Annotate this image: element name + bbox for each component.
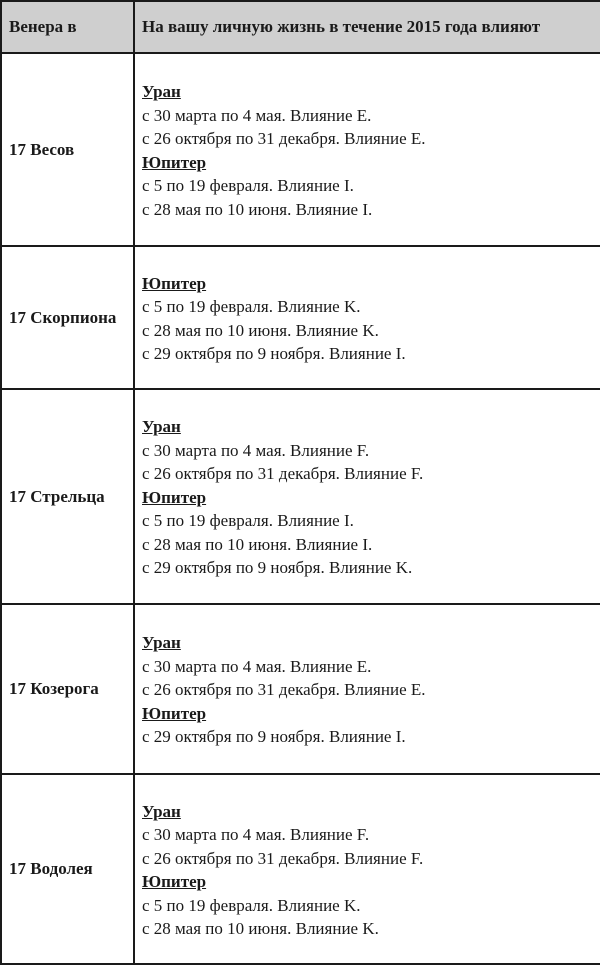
sign-cell: 17 Весов [1,53,134,246]
table-row [1,246,600,389]
period-line: с 5 по 19 февраля. Влияние K. [142,895,361,915]
events-cell [134,774,600,964]
planet-label: Юпитер [142,487,207,507]
period-line: с 30 марта по 4 мая. Влияние E. [142,656,372,676]
events-cell [134,53,600,246]
sign-cell: 17 Стрельца [1,389,134,604]
planet-label: Юпитер [142,703,207,723]
period-line: с 26 октября по 31 декабря. Влияние F. [142,848,424,868]
sign-cell: 17 Козерога [1,604,134,774]
period-line: с 30 марта по 4 мая. Влияние E. [142,105,372,125]
period-line: с 30 марта по 4 мая. Влияние F. [142,440,370,460]
events-cell [134,389,600,604]
events-cell [134,246,600,389]
planet-label: Уран [142,417,181,437]
planet-label: Уран [142,82,181,101]
period-line: с 29 октября по 9 ноября. Влияние I. [142,727,406,747]
period-line: с 28 мая по 10 июня. Влияние K. [142,320,379,340]
events-cell [134,604,600,774]
header-influences: На вашу личную жизнь в течение 2015 года влияют [134,1,600,53]
period-line: с 26 октября по 31 декабря. Влияние E. [142,129,426,148]
period-line: с 29 октября по 9 ноября. Влияние I. [142,344,406,363]
planet-label: Уран [142,633,181,653]
table-row [1,774,600,964]
header-venus-in: Венера в [1,1,134,53]
period-line: с 5 по 19 февраля. Влияние K. [142,297,361,316]
period-line: с 5 по 19 февраля. Влияние I. [142,511,354,531]
planet-label: Юпитер [142,152,207,172]
period-line: с 26 октября по 31 декабря. Влияние F. [142,464,424,484]
period-line: с 26 октября по 31 декабря. Влияние E. [142,680,426,700]
period-line: с 29 октября по 9 ноября. Влияние K. [142,558,413,578]
planet-label: Юпитер [142,273,207,293]
planet-label: Уран [142,801,181,821]
table-row [1,53,600,246]
period-line: с 28 мая по 10 июня. Влияние I. [142,534,373,554]
table-header-row [1,1,600,53]
table-row [1,389,600,604]
period-line: с 30 марта по 4 мая. Влияние F. [142,825,370,844]
period-line: с 28 мая по 10 июня. Влияние I. [142,199,373,219]
period-line: с 5 по 19 февраля. Влияние I. [142,176,354,195]
sign-cell: 17 Водолея [1,774,134,964]
table-row [1,604,600,774]
sign-cell: 17 Скорпиона [1,246,134,389]
planet-label: Юпитер [142,872,207,891]
period-line: с 28 мая по 10 июня. Влияние K. [142,919,379,938]
